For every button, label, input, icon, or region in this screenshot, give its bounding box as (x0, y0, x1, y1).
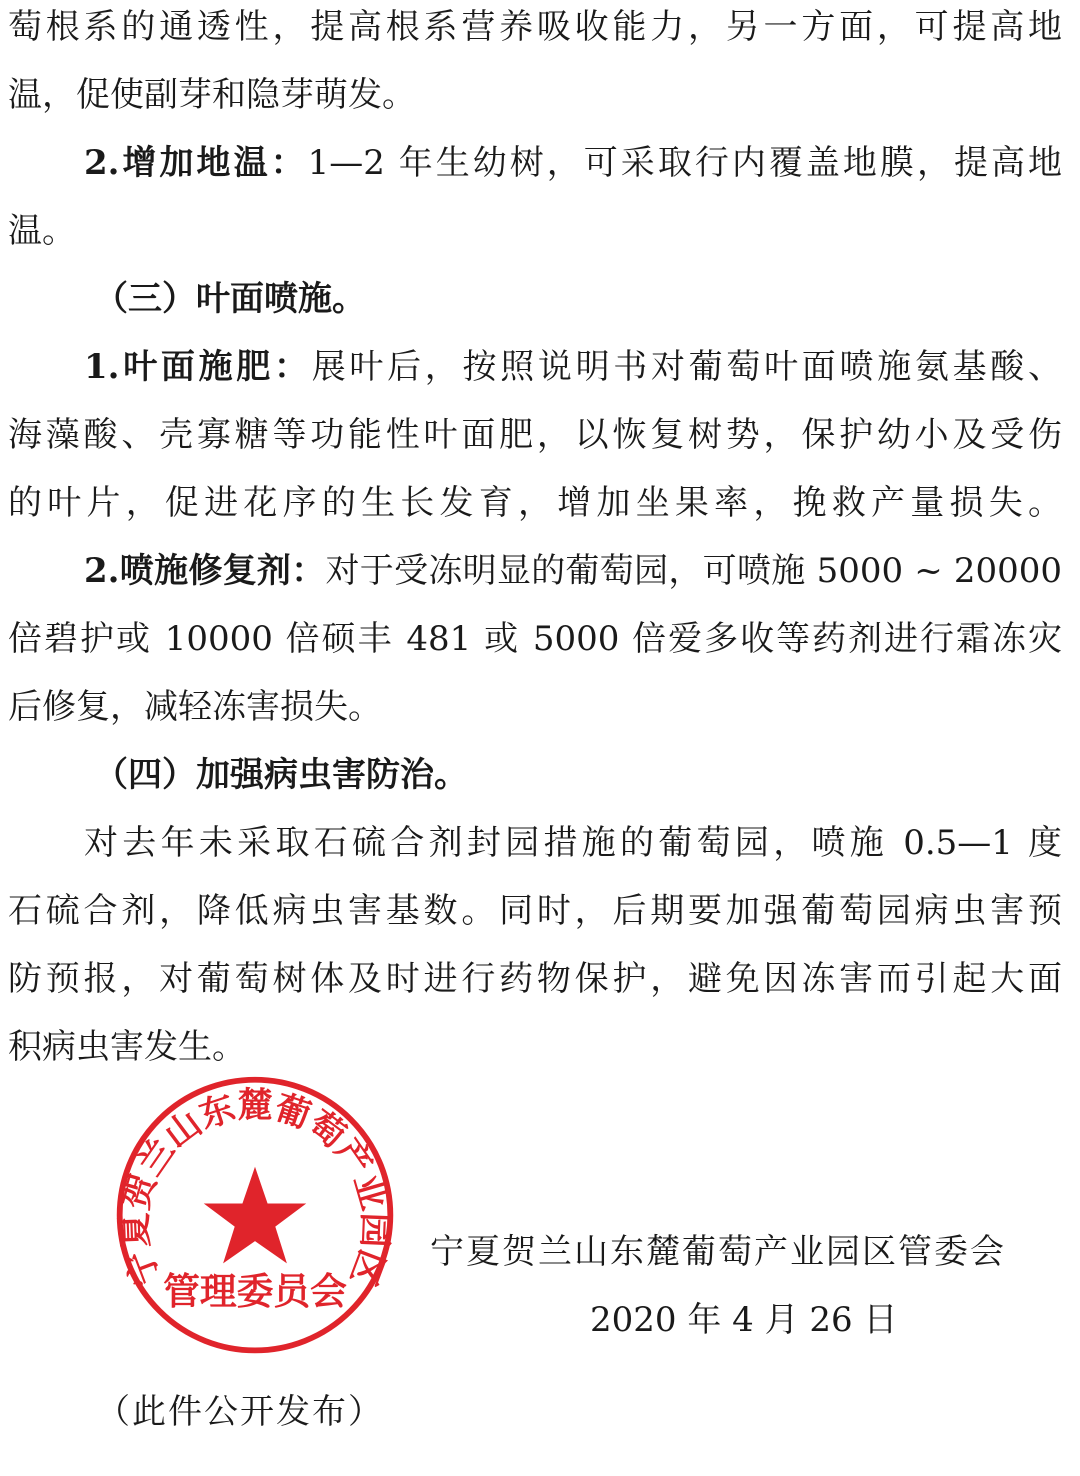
item-label: 1.叶面施肥： (84, 347, 312, 387)
section-heading: （四）加强病虫害防治。 (94, 755, 468, 795)
section-heading: （三）叶面喷施。 (94, 279, 366, 319)
paragraph-line: 后修复，减轻冻害损失。 (8, 687, 382, 727)
issuing-organization: 宁夏贺兰山东麓葡萄产业园区管委会 (430, 1232, 1006, 1272)
paragraph-line: 温，促使副芽和隐芽萌发。 (8, 75, 416, 115)
paragraph-line (8, 551, 1062, 591)
item-text: 对于受冻明显的葡萄园，可喷施 5000 ~ 20000 (325, 551, 1062, 591)
paragraph-line: 对去年未采取石硫合剂封园措施的葡萄园，喷施 0.5—1 度 (84, 823, 1062, 863)
paragraph-line: 积病虫害发生。 (8, 1027, 246, 1067)
paragraph-line: 海藻酸、壳寡糖等功能性叶面肥，以恢复树势，保护幼小及受伤 (8, 415, 1062, 455)
star-icon (204, 1167, 306, 1264)
item-text: 1—2 年生幼树，可采取行内覆盖地膜，提高地 (307, 143, 1062, 183)
paragraph-line: 的叶片，促进花序的生长发育，增加坐果率，挽救产量损失。 (8, 483, 1062, 523)
paragraph-line: 温。 (8, 211, 76, 251)
paragraph-line: 石硫合剂，降低病虫害基数。同时，后期要加强葡萄园病虫害预 (8, 891, 1062, 931)
seal-ring-text: 宁夏贺兰山东麓葡萄产业园区 (114, 1085, 396, 1292)
paragraph-line (8, 143, 1062, 183)
official-seal-stamp (110, 1072, 400, 1362)
item-label: 2.增加地温： (84, 143, 308, 183)
publication-note: （此件公开发布） (96, 1392, 384, 1432)
paragraph-line (8, 347, 1062, 387)
paragraph-line: 防预报，对葡萄树体及时进行药物保护，避免因冻害而引起大面 (8, 959, 1062, 999)
item-text: 展叶后，按照说明书对葡萄叶面喷施氨基酸、 (311, 347, 1062, 387)
seal-ring (120, 1080, 391, 1351)
issue-date: 2020 年 4 月 26 日 (590, 1300, 898, 1340)
seal-bottom-text: 管理委员会 (163, 1270, 347, 1313)
item-label: 2.喷施修复剂： (84, 551, 326, 591)
paragraph-line: 萄根系的通透性，提高根系营养吸收能力，另一方面，可提高地 (8, 7, 1062, 47)
paragraph-line: 倍碧护或 10000 倍硕丰 481 或 5000 倍爱多收等药剂进行霜冻灾 (8, 619, 1062, 659)
